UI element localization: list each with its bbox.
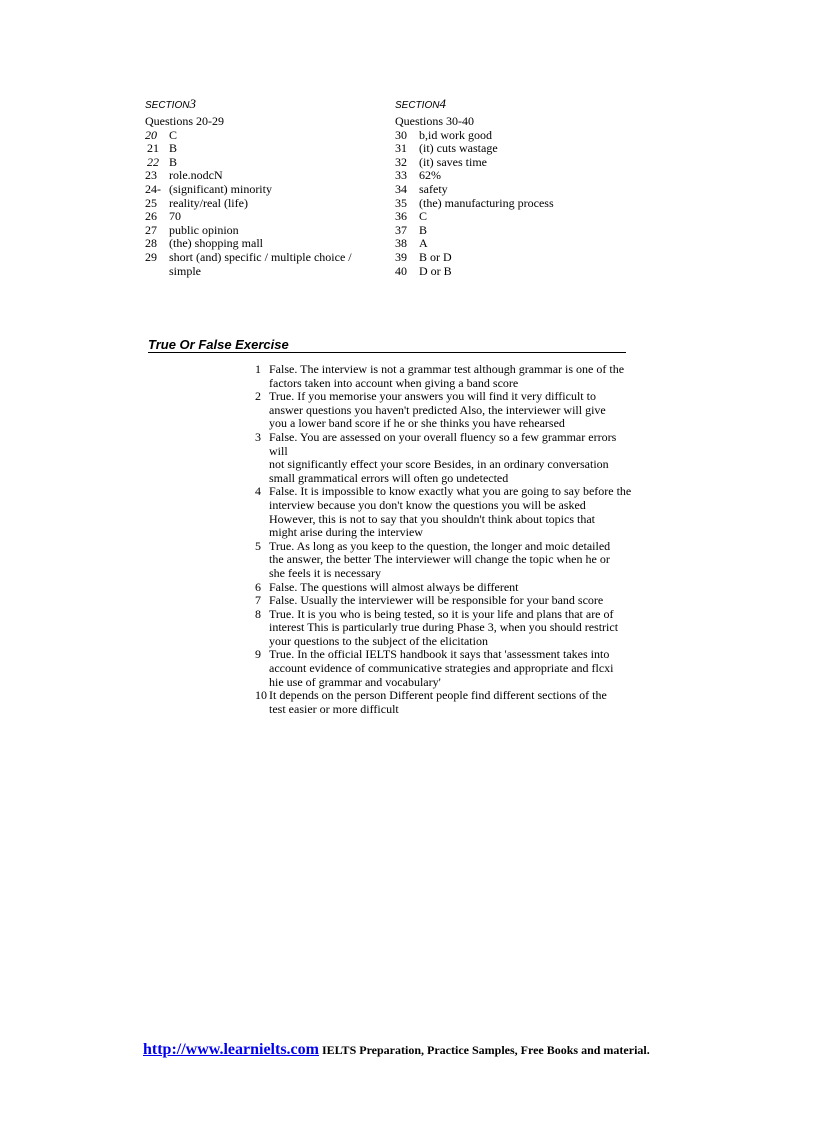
answer-number: 40 [395, 263, 407, 278]
item-line: However, this is not to say that you shouldn't think about topics that [269, 511, 595, 526]
item-line: you a lower band score if he or she thinks you have rehearsed [269, 416, 565, 431]
answer-number: 24- [145, 181, 161, 196]
item-line: False. You are assessed on your overall fluency so a few grammar errors [269, 429, 617, 444]
true-false-item [255, 485, 690, 539]
footer [143, 1042, 703, 1058]
answer-text: C [169, 127, 178, 142]
answer-number: 22 [147, 154, 159, 169]
item-number: 10 [255, 688, 267, 703]
section-3-heading [145, 97, 385, 113]
answer-text: C [419, 209, 428, 224]
item-line: True. It is you who is being tested, so it is your life and plans that are of [269, 606, 614, 621]
answer-list [395, 129, 635, 279]
item-text [269, 689, 690, 716]
true-false-list [255, 363, 690, 716]
answer-row [145, 197, 385, 211]
item-line: answer questions you haven't predicted Also, the interviewer will give [269, 402, 606, 417]
answer-number: 21 [147, 141, 159, 156]
answer-number: 29 [145, 249, 157, 264]
item-line: It depends on the person Different people find different sections of the [269, 688, 607, 703]
section-4-heading [395, 97, 635, 113]
footer-text: IELTS Preparation, Practice Samples, Free Books and material. [318, 1043, 650, 1057]
item-number: 4 [255, 484, 261, 499]
item-text [269, 594, 690, 608]
true-false-item [255, 581, 690, 595]
answer-text: reality/real (life) [169, 195, 248, 210]
answer-number: 27 [145, 222, 157, 237]
item-number: 3 [255, 429, 261, 444]
section-4 [395, 97, 635, 278]
answer-text: role.nodcN [169, 168, 223, 183]
answer-number: 26 [145, 209, 157, 224]
item-line: True. As long as you keep to the question, the longer and moic detailed [269, 538, 611, 553]
true-false-item [255, 648, 690, 689]
answer-row [395, 156, 635, 170]
true-false-item [255, 390, 690, 431]
item-number: 5 [255, 538, 261, 553]
answer-row [395, 251, 635, 265]
answer-text: (significant) minority [169, 181, 272, 196]
item-line: might arise during the interview [269, 525, 423, 540]
answer-number: 32 [395, 154, 407, 169]
item-line: interest This is particularly true during Phase 3, when you should restrict [269, 620, 619, 635]
item-text [269, 485, 690, 539]
item-line: True. In the official IELTS handbook it says that 'assessment takes into [269, 647, 610, 662]
item-line: small grammatical errors will often go undetected [269, 470, 509, 485]
answer-text: (it) saves time [419, 154, 487, 169]
item-line: the answer, the better The interviewer will change the topic when he or [269, 552, 610, 567]
answer-number: 30 [395, 127, 407, 142]
item-line: your questions to the subject of the elicitation [269, 633, 488, 648]
answer-row [145, 129, 385, 143]
item-text [269, 431, 690, 485]
item-number: 8 [255, 606, 261, 621]
item-text [269, 608, 690, 649]
answer-row [145, 142, 385, 156]
item-text [269, 363, 690, 390]
answer-text: (the) shopping mall [169, 236, 263, 251]
answer-number: 37 [395, 222, 407, 237]
item-number: 2 [255, 389, 261, 404]
item-line: account evidence of communicative strategies and appropriate and flcxi [269, 661, 614, 676]
answer-text: B [169, 154, 178, 169]
answer-text: B or D [419, 249, 452, 264]
question-range: Questions 20-29 [145, 114, 224, 128]
item-text [269, 390, 690, 431]
answer-row [145, 156, 385, 170]
answer-number: 31 [395, 141, 407, 156]
answer-text: B [169, 141, 178, 156]
answer-row [395, 197, 635, 211]
answer-list [145, 129, 385, 279]
answer-text: public opinion [169, 222, 239, 237]
true-false-item [255, 540, 690, 581]
answer-number: 20 [145, 127, 157, 142]
item-line: False. Usually the interviewer will be responsible for your band score [269, 593, 604, 608]
answer-text: A [419, 236, 428, 251]
answer-text: B [419, 222, 428, 237]
item-line: interview because you don't know the questions you will be asked [269, 497, 586, 512]
website-link[interactable]: http://www.learnielts.com [143, 1041, 319, 1058]
true-false-item [255, 608, 690, 649]
answer-number: 25 [145, 195, 157, 210]
answer-row [145, 169, 385, 183]
section-label: SECTION [395, 100, 440, 111]
item-number: 6 [255, 579, 261, 594]
item-number: 9 [255, 647, 261, 662]
answer-row [395, 210, 635, 224]
true-false-title: True Or False Exercise [148, 338, 626, 353]
question-range: Questions 30-40 [395, 114, 474, 128]
answer-row [395, 265, 635, 279]
answer-number: 35 [395, 195, 407, 210]
item-number: 1 [255, 362, 261, 376]
item-line: not significantly effect your score Besides, in an ordinary conversation [269, 457, 609, 472]
answer-row [395, 224, 635, 238]
answer-number: 28 [145, 236, 157, 251]
answer-text: safety [419, 181, 448, 196]
answer-text: D or B [419, 263, 452, 278]
true-false-item [255, 594, 690, 608]
answer-text: b,id work good [419, 127, 492, 142]
answer-row [145, 183, 385, 197]
item-number: 7 [255, 593, 261, 608]
item-line: True. If you memorise your answers you will find it very difficult to [269, 389, 596, 404]
answer-row [395, 237, 635, 251]
item-line: False. The interview is not a grammar test although grammar is one of the [269, 362, 625, 376]
answer-text: short (and) specific / multiple choice / simple [169, 249, 352, 278]
answer-text: 70 [169, 209, 181, 224]
section-number: 3 [189, 96, 196, 111]
answer-row [395, 183, 635, 197]
answer-row [145, 224, 385, 238]
item-text [269, 540, 690, 581]
answer-row [395, 169, 635, 183]
true-false-item [255, 363, 690, 390]
section-label: SECTION [145, 100, 190, 111]
item-line: False. The questions will almost always be different [269, 579, 519, 594]
item-line: hie use of grammar and vocabulary' [269, 674, 441, 689]
item-line: factors taken into account when giving a band score [269, 375, 519, 390]
answer-number: 33 [395, 168, 407, 183]
section-3 [145, 97, 385, 278]
section-number: 4 [439, 96, 446, 111]
item-line: False. It is impossible to know exactly what you are going to say before the [269, 484, 632, 499]
item-line: will [269, 443, 288, 458]
answer-row [145, 210, 385, 224]
item-line: test easier or more difficult [269, 701, 399, 716]
answer-row [145, 251, 385, 278]
answer-number: 39 [395, 249, 407, 264]
answer-text: 62% [419, 168, 441, 183]
item-text [269, 648, 690, 689]
item-line: she feels it is necessary [269, 565, 381, 580]
answer-text: (the) manufacturing process [419, 195, 554, 210]
answer-number: 36 [395, 209, 407, 224]
answer-row [395, 142, 635, 156]
answer-text: (it) cuts wastage [419, 141, 498, 156]
answer-number: 23 [145, 168, 157, 183]
answer-row [145, 237, 385, 251]
true-false-item [255, 689, 690, 716]
item-text [269, 581, 690, 595]
answer-row [395, 129, 635, 143]
answer-number: 38 [395, 236, 407, 251]
true-false-item [255, 431, 690, 485]
answer-number: 34 [395, 181, 407, 196]
